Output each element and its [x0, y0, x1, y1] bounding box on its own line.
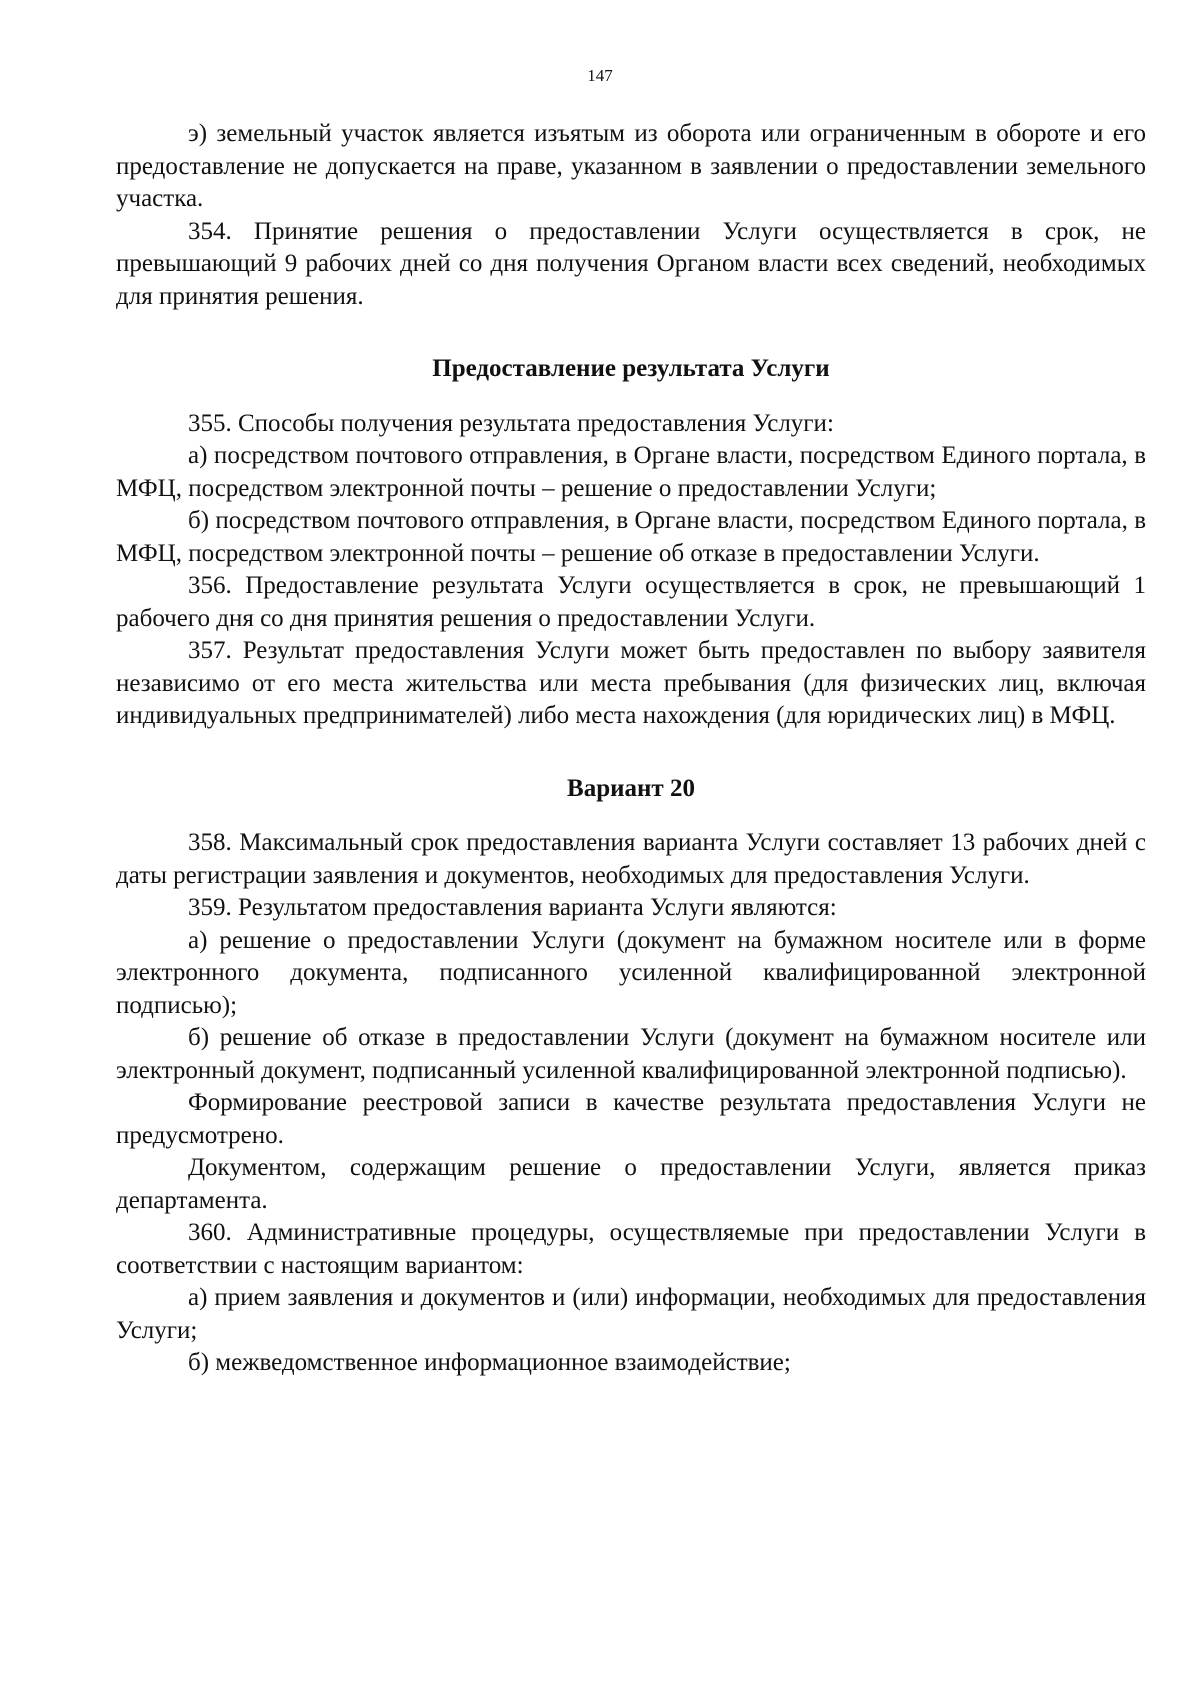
paragraph-359-a: а) решение о предоставлении Услуги (документ на бумажном носителе или в форме электронного документа, подписанного усиленной квалифицированной электронной подписью);	[116, 926, 1146, 1019]
section-heading-result: Предоставление результата Услуги	[432, 355, 830, 382]
page-number: 147	[587, 66, 613, 85]
paragraph-357: 357. Результат предоставления Услуги может быть предоставлен по выбору заявителя независимо от его места жительства или места пребывания (для физических лиц, включая индивидуальных предпринимателей) либо места нахождения (для юридических лиц) в МФЦ.	[116, 637, 1146, 729]
paragraph-358: 358. Максимальный срок предоставления варианта Услуги составляет 13 рабочих дней с даты регистрации заявления и документов, необходимых для предоставления Услуги.	[116, 829, 1146, 889]
paragraph-order-document: Документом, содержащим решение о предоставлении Услуги, является приказ департамента.	[116, 1154, 1146, 1214]
paragraph-354: 354. Принятие решения о предоставлении Услуги осуществляется в срок, не превышающий 9 рабочих дней со дня получения Органом власти всех сведений, необходимых для принятия решения.	[116, 217, 1146, 310]
paragraph-355-a: а) посредством почтового отправления, в Органе власти, посредством Единого портала, в МФЦ, посредством электронной почты – решение о предоставлении Услуги;	[116, 442, 1146, 502]
paragraph-360-b: б) межведомственное информационное взаимодействие;	[188, 1349, 791, 1376]
paragraph-e-land-plot: э) земельный участок является изъятым из оборота или ограниченным в обороте и его предоставление не допускается на праве, указанном в заявлении о предоставлении земельного участка.	[116, 120, 1146, 212]
paragraph-359: 359. Результатом предоставления варианта Услуги являются:	[188, 894, 837, 921]
paragraph-359-b: б) решение об отказе в предоставлении Услуги (документ на бумажном носителе или электронный документ, подписанный усиленной квалифицированной электронной подписью).	[116, 1024, 1146, 1084]
paragraph-360: 360. Административные процедуры, осуществляемые при предоставлении Услуги в соответствии с настоящим вариантом:	[116, 1219, 1146, 1279]
paragraph-356: 356. Предоставление результата Услуги осуществляется в срок, не превышающий 1 рабочего дня со дня принятия решения о предоставлении Услуги.	[116, 572, 1146, 632]
paragraph-355-b: б) посредством почтового отправления, в Органе власти, посредством Единого портала, в МФЦ, посредством электронной почты – решение об отказе в предоставлении Услуги.	[116, 507, 1146, 567]
section-heading-variant: Вариант 20	[567, 774, 695, 802]
paragraph-355: 355. Способы получения результата предоставления Услуги:	[188, 409, 834, 437]
document-body	[116, 118, 1146, 1380]
paragraph-360-a: а) прием заявления и документов и (или) информации, необходимых для предоставления Услуги;	[116, 1284, 1146, 1344]
paragraph-registry-record: Формирование реестровой записи в качестве результата предоставления Услуги не предусмотрено.	[116, 1089, 1146, 1149]
